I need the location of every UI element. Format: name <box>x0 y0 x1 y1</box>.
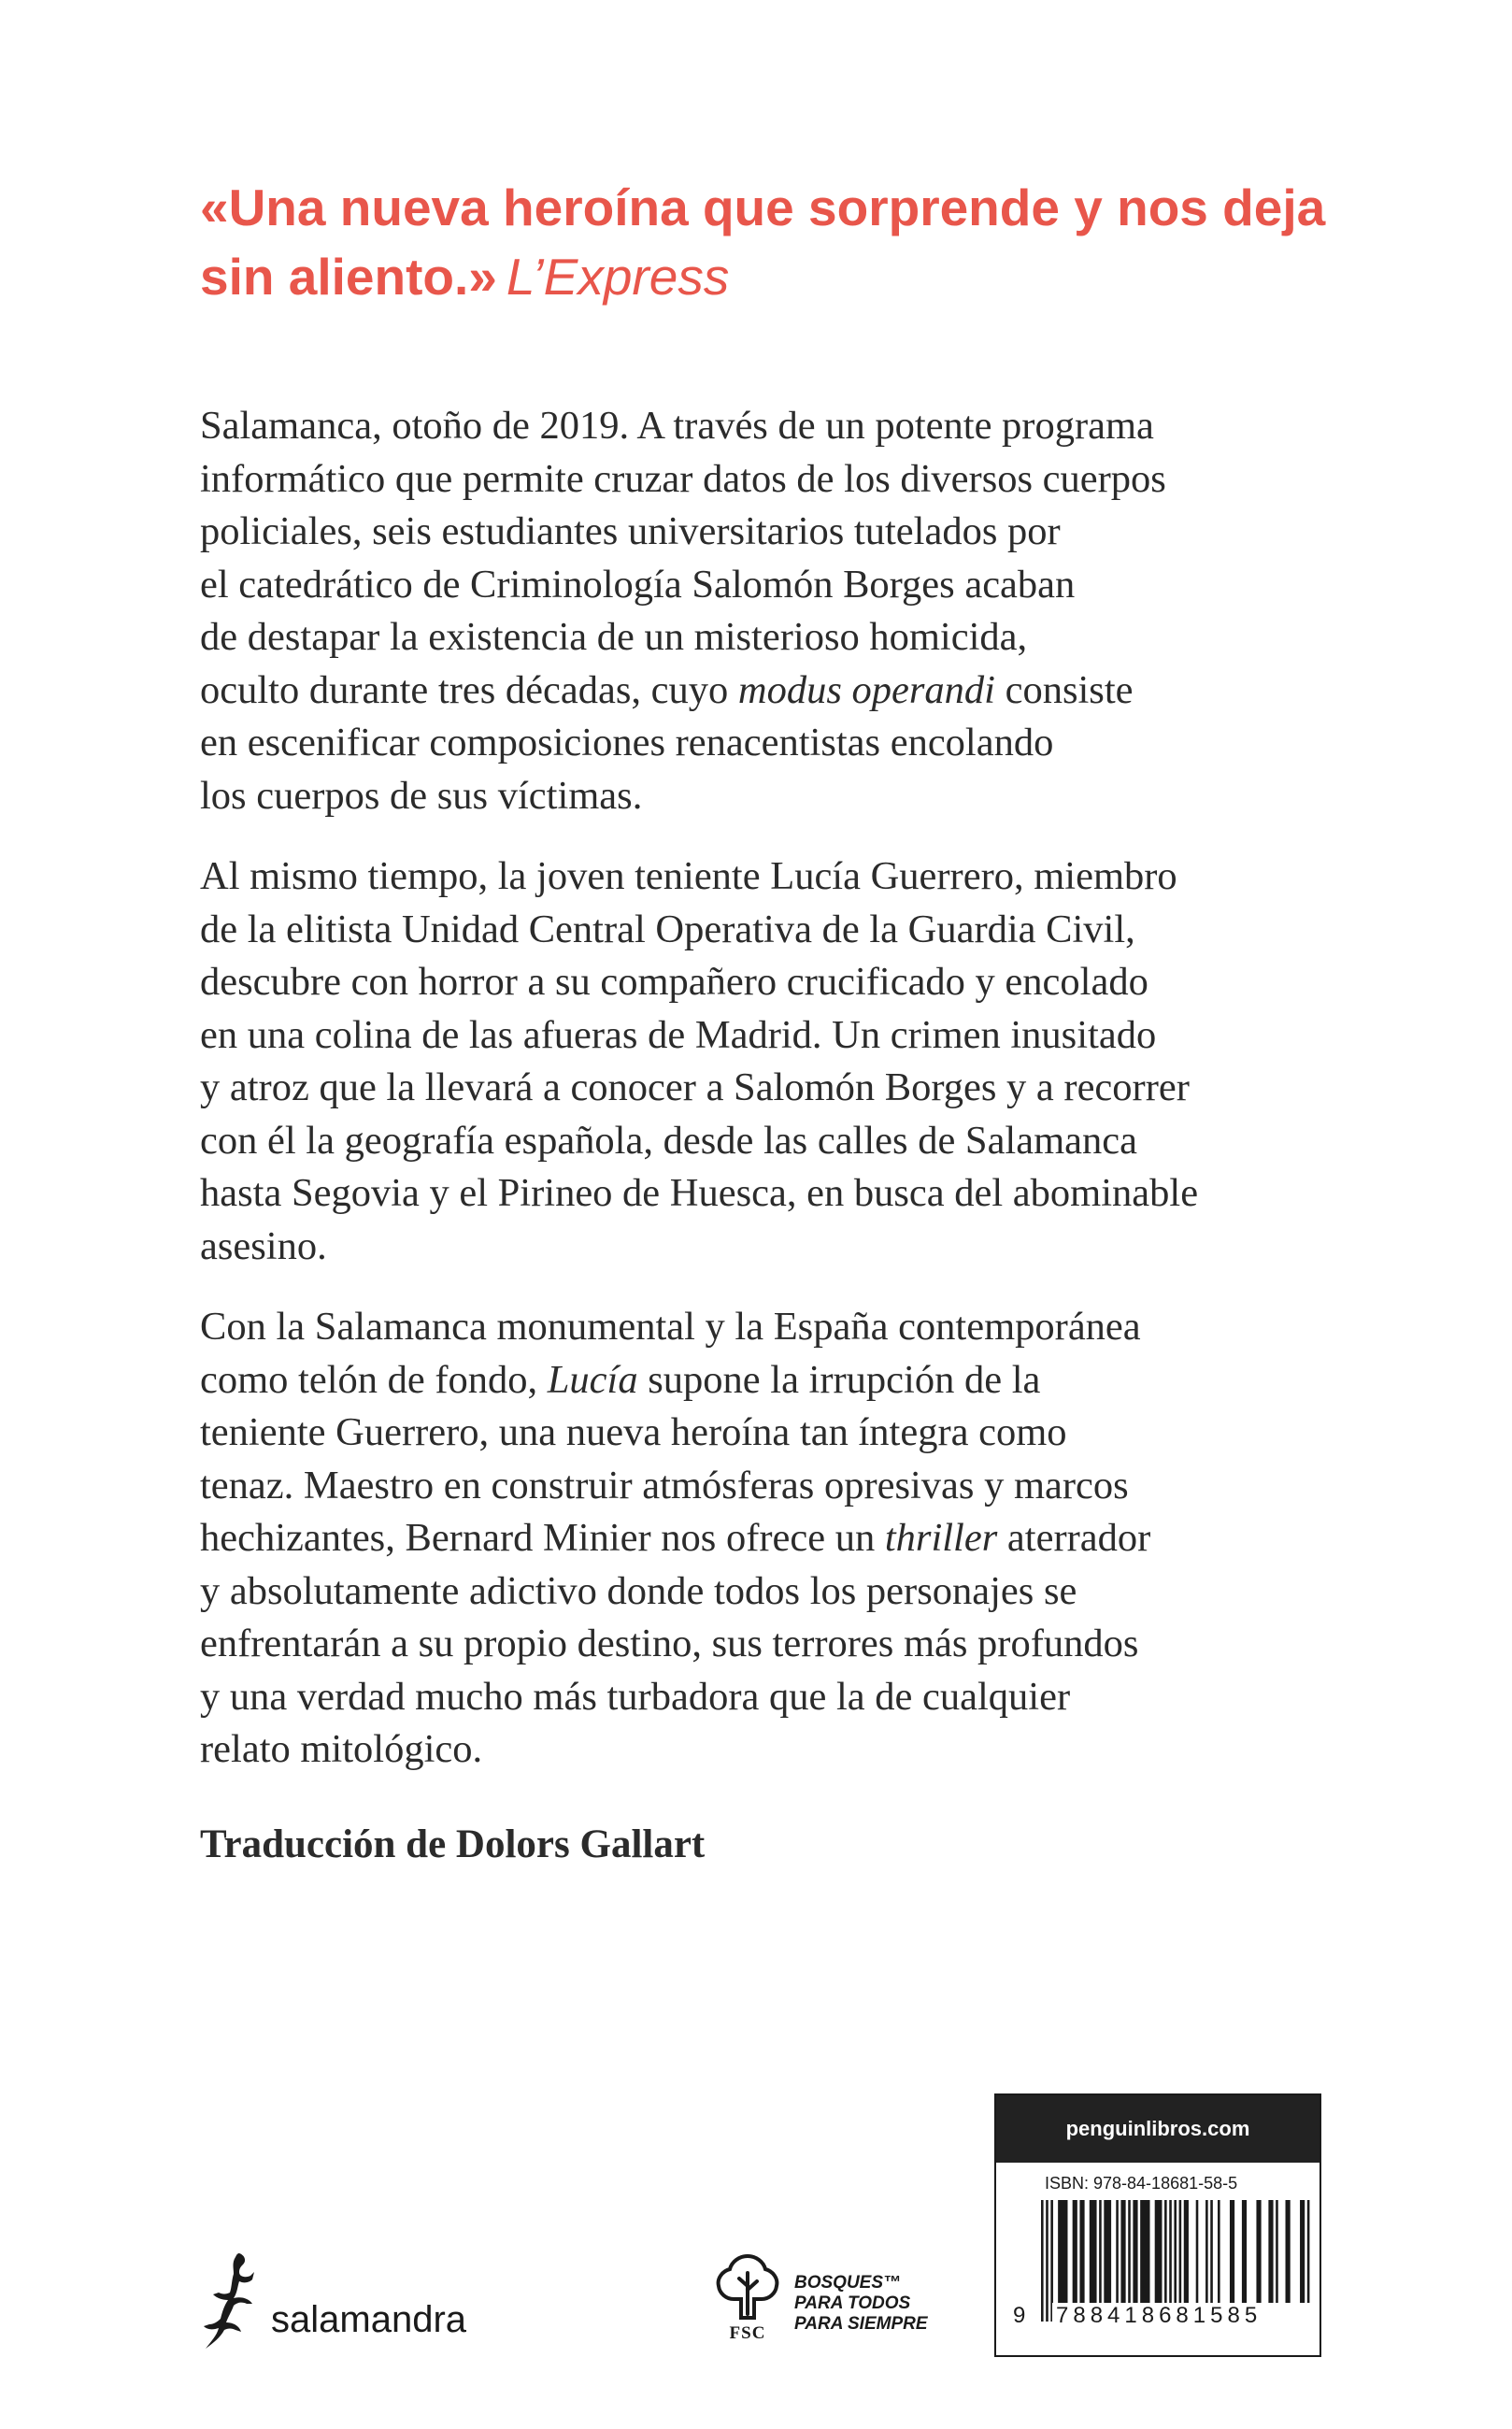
italic-term: modus operandi <box>737 667 995 712</box>
text-line: hasta Segovia y el Pirineo de Huesca, en busca del abominable <box>200 1171 1199 1215</box>
text-line: en una colina de las afueras de Madrid. Un crimen inusitado <box>200 1012 1157 1057</box>
barcode-bar <box>1046 2200 1048 2322</box>
text-line: en escenificar composiciones renacentistas encolando <box>200 721 1054 764</box>
text-line: y absolutamente adictivo donde todos los personajes se <box>200 1568 1077 1613</box>
text-run: consiste <box>994 667 1134 712</box>
quote-source: L’Express <box>506 248 730 306</box>
text-line: y una verdad mucho más turbadora que la de cualquier <box>200 1674 1071 1719</box>
tree-icon <box>713 2252 782 2322</box>
salamander-icon <box>198 2250 265 2354</box>
publisher-url: penguinlibros.com <box>996 2095 1319 2163</box>
text-run: como telón de fondo, <box>200 1357 548 1402</box>
text-line: teniente Guerrero, una nueva heroína tan íntegra como <box>200 1410 1067 1454</box>
quote-line-1: «Una nueva heroína que sorprende y nos deja <box>200 179 1326 236</box>
slogan-line: BOSQUES™ <box>794 2273 902 2293</box>
text-line: de destapar la existencia de un misterioso homicida, <box>200 615 1028 659</box>
text-line: asesino. <box>200 1223 327 1268</box>
quote-line-2: sin aliento.» <box>200 248 497 306</box>
synopsis-paragraph-2 <box>200 850 1359 1273</box>
text-line <box>200 1512 1359 1565</box>
synopsis-paragraph-1 <box>200 400 1359 822</box>
text-line: y atroz que la llevará a conocer a Salomón Borges y a recorrer <box>200 1065 1190 1109</box>
text-line <box>200 1354 1359 1407</box>
text-line: informático que permite cruzar datos de los diversos cuerpos <box>200 456 1166 501</box>
fsc-label: FSC <box>729 2323 766 2343</box>
text-line: tenaz. Maestro en construir atmósferas opresivas y marcos <box>200 1463 1129 1507</box>
synopsis <box>200 400 1359 1805</box>
text-run: oculto durante tres décadas, cuyo <box>200 667 738 712</box>
text-line <box>200 664 1359 718</box>
synopsis-paragraph-3 <box>200 1301 1359 1777</box>
text-line: con él la geografía española, desde las calles de Salamanca <box>200 1118 1138 1163</box>
italic-term: thriller <box>884 1516 998 1560</box>
text-line: enfrentarán a su propio destino, sus terrores más profundos <box>200 1622 1139 1665</box>
barcode-digits: 788418681585 <box>1052 2303 1310 2329</box>
publisher-logo <box>198 2250 466 2353</box>
text-line: Con la Salamanca monumental y la España contemporánea <box>200 1305 1141 1349</box>
text-run: aterrador <box>997 1516 1151 1560</box>
text-line: Salamanca, otoño de 2019. A través de un potente programa <box>200 404 1154 448</box>
italic-title: Lucía <box>547 1357 638 1402</box>
press-quote <box>200 173 1368 311</box>
text-line: descubre con horror a su compañero crucificado y encolado <box>200 960 1148 1004</box>
fsc-slogan <box>794 2273 928 2335</box>
text-line: de la elitista Unidad Central Operativa de la Guardia Civil, <box>200 907 1135 951</box>
fsc-mark <box>710 2252 785 2348</box>
publisher-name: salamandra <box>271 2298 467 2340</box>
text-line: Al mismo tiempo, la joven teniente Lucía Guerrero, miembro <box>200 854 1177 898</box>
slogan-line: PARA TODOS <box>794 2293 911 2313</box>
text-line: el catedrático de Criminología Salomón Borges acaban <box>200 562 1076 607</box>
text-line: relato mitológico. <box>200 1727 483 1771</box>
translator-credit: Traducción de Dolors Gallart <box>200 1822 706 1866</box>
text-line: los cuerpos de sus víctimas. <box>200 773 643 818</box>
slogan-line: PARA SIEMPRE <box>794 2314 928 2334</box>
text-run: supone la irrupción de la <box>637 1357 1041 1402</box>
text-line: policiales, seis estudiantes universitarios tutelados por <box>200 509 1061 553</box>
isbn-number: ISBN: 978-84-18681-58-5 <box>1045 2174 1238 2193</box>
barcode-lead-digit: 9 <box>1013 2303 1026 2328</box>
barcode-bar <box>1041 2200 1044 2322</box>
fsc-logo <box>710 2252 928 2348</box>
text-run: hechizantes, Bernard Minier nos ofrece un <box>200 1516 885 1560</box>
barcode-panel <box>994 2093 1321 2357</box>
